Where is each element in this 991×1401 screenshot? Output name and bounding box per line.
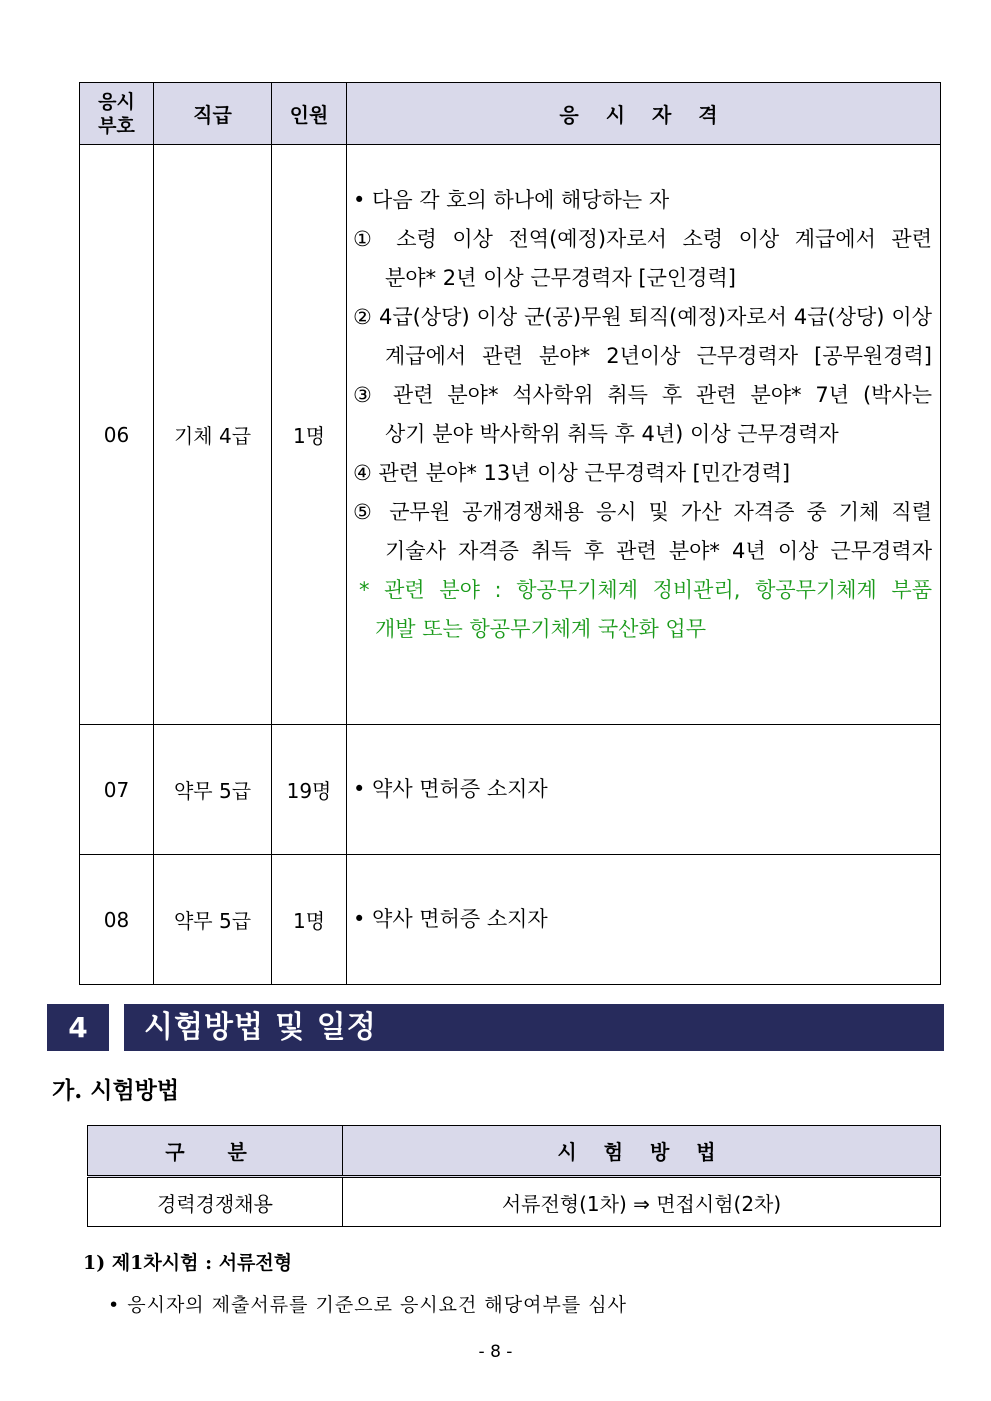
qualification-item-3a: ③ 관련 분야* 석사학위 취득 후 관련 분야* 7년 (박사는 bbox=[353, 383, 932, 407]
qualification-text: • 약사 면허증 소지자 bbox=[353, 777, 548, 801]
related-field-note-b: 개발 또는 항공무기체계 국산화 업무 bbox=[375, 617, 706, 641]
qualification-item-4: ④ 관련 분야* 13년 이상 근무경력자 [민간경력] bbox=[353, 461, 791, 485]
step1-title: 1) 제1차시험 : 서류전형 bbox=[83, 1252, 293, 1274]
row-count: 1명 bbox=[272, 855, 347, 985]
row-count: 19명 bbox=[272, 725, 347, 855]
qualification-table bbox=[79, 82, 941, 985]
qualification-text: • 약사 면허증 소지자 bbox=[353, 907, 548, 931]
header-count: 인원 bbox=[272, 83, 347, 145]
table-row bbox=[80, 855, 941, 985]
qualification-item-3b: 상기 분야 박사학위 취득 후 4년) 이상 근무경력자 bbox=[385, 422, 839, 446]
method-row bbox=[88, 1177, 941, 1227]
section-number: 4 bbox=[47, 1004, 109, 1051]
row-grade: 기체 4급 bbox=[154, 145, 272, 725]
section-title: 시험방법 및 일정 bbox=[124, 1004, 944, 1051]
method-header-row bbox=[88, 1126, 941, 1177]
header-category: 구 분 bbox=[88, 1126, 343, 1177]
header-method: 시 험 방 법 bbox=[343, 1126, 941, 1177]
related-field-note-a: * 관련 분야 : 항공무기체계 정비관리, 항공무기체계 부품 bbox=[359, 578, 932, 602]
row-count: 1명 bbox=[272, 145, 347, 725]
qualification-item-1a: ① 소령 이상 전역(예정)자로서 소령 이상 계급에서 관련 bbox=[353, 227, 932, 251]
method-category: 경력경쟁채용 bbox=[88, 1177, 343, 1227]
exam-method-table bbox=[87, 1125, 941, 1227]
qualification-item-5a: ⑤ 군무원 공개경쟁채용 응시 및 가산 자격증 중 기체 직렬 bbox=[353, 500, 932, 524]
qualification-item-5b: 기술사 자격증 취득 후 관련 분야* 4년 이상 근무경력자 bbox=[385, 539, 932, 563]
table-row bbox=[80, 145, 941, 725]
row-qualification bbox=[347, 725, 941, 855]
row-grade: 약무 5급 bbox=[154, 725, 272, 855]
row-grade: 약무 5급 bbox=[154, 855, 272, 985]
row-qualification bbox=[347, 855, 941, 985]
header-code: 응시 부호 bbox=[80, 83, 154, 145]
page-number: - 8 - bbox=[478, 1342, 513, 1362]
qualification-item-2b: 계급에서 관련 분야* 2년이상 근무경력자 [공무원경력] bbox=[385, 344, 932, 368]
qualification-item-2a: ② 4급(상당) 이상 군(공)무원 퇴직(예정)자로서 4급(상당) 이상 bbox=[353, 305, 932, 329]
table-header-row bbox=[80, 83, 941, 145]
method-description: 서류전형(1차) ⇒ 면접시험(2차) bbox=[343, 1177, 941, 1227]
header-grade: 직급 bbox=[154, 83, 272, 145]
row-code: 08 bbox=[80, 855, 154, 985]
header-qualification: 응 시 자 격 bbox=[347, 83, 941, 145]
row-code: 07 bbox=[80, 725, 154, 855]
subsection-heading: 가. 시험방법 bbox=[52, 1077, 180, 1104]
qualification-item-1b: 분야* 2년 이상 근무경력자 [군인경력] bbox=[385, 266, 736, 290]
step1-bullet: • 응시자의 제출서류를 기준으로 응시요건 해당여부를 심사 bbox=[108, 1294, 627, 1316]
qualification-intro: • 다음 각 호의 하나에 해당하는 자 bbox=[353, 188, 670, 212]
row-code: 06 bbox=[80, 145, 154, 725]
row-qualification bbox=[347, 145, 941, 725]
table-row bbox=[80, 725, 941, 855]
